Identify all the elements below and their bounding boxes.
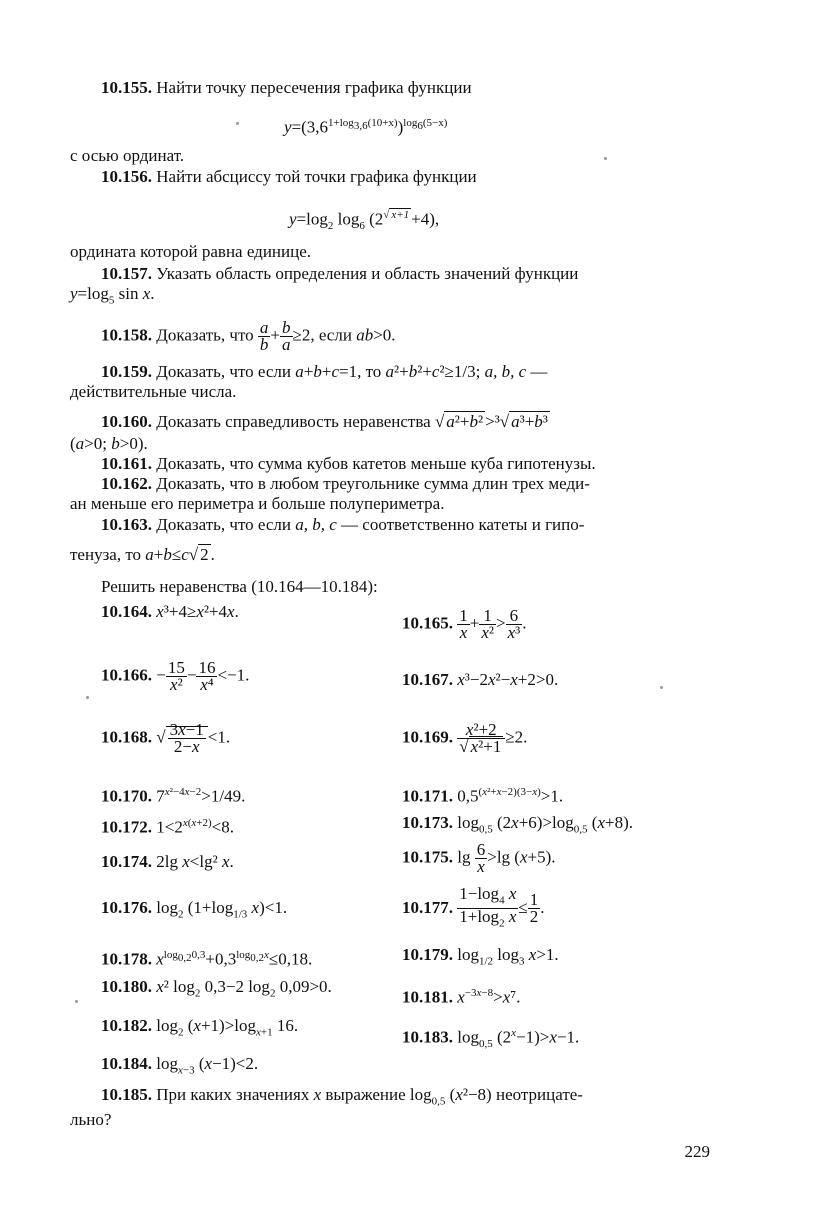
problem-10-156: 10.156. Найти абсциссу той точки графика функции xyxy=(101,167,477,186)
problem-10-166: 10.166. − $\frac{15}{\text{x²}}$ − $\frac{16}{\text{x⁴}}$ <−1. xyxy=(101,658,250,694)
problem-10-165: 10.165. $\frac{1}{x}$ + $\frac{1}{\text{x²}}$ > $\frac{6}{\text{x³}}$ . xyxy=(402,606,527,642)
problem-10-167: 10.167. x³−2x²−x+2>0. xyxy=(402,670,559,689)
problem-10-185: 10.185. При каких значениях x выражение $\log_{0,5} (x^2-8)$ неотрицате- xyxy=(101,1085,583,1108)
problem-10-169: 10.169. $\frac{\text{x²+2}}{\text{√ x²+1}}$ ≥2. xyxy=(402,720,528,756)
problem-10-162: 10.162. Доказать, что в любом треугольнике сумма длин трех меди- xyxy=(101,474,590,493)
problem-10-175: 10.175. lg $\frac{6}{x}$ >lg (x+5). xyxy=(402,840,556,876)
problem-10-160: 10.160. Доказать справедливость неравенства √ a²+b² >³√ a³+b³ xyxy=(101,412,548,431)
problem-10-159-cont: действительные числа. xyxy=(70,382,237,401)
scan-speck xyxy=(604,157,607,160)
problem-10-183: 10.183. $\log_{0,5} (2^x-1)>x-1$. xyxy=(402,1027,580,1051)
problem-10-176: 10.176. $\log_2 (1+\log_{1/3}$ x)<1. xyxy=(101,898,288,921)
problem-10-180: 10.180. x² $\log_2 0,3-2$ $\log_2 0,09>0$. xyxy=(101,977,332,1000)
problem-10-182: 10.182. $\log_2 (x+1)>\log_{x+1}$ 16. xyxy=(101,1016,299,1039)
problem-10-161: 10.161. Доказать, что сумма кубов катетов меньше куба гипотенузы. xyxy=(101,454,596,473)
problem-10-157-cont: $y=\log_5$ sin x. xyxy=(70,284,155,307)
section-heading: Решить неравенства (10.164—10.184): xyxy=(101,577,378,596)
problem-10-184: 10.184. $\log_{x-3} (x-1)<2$. xyxy=(101,1054,259,1077)
problem-10-156-cont: ордината которой равна единице. xyxy=(70,242,312,261)
problem-10-177: 10.177. $\frac{1-\log_4 x}{1+\log_2 x}$ ≤ $\frac{1}{2}$ . xyxy=(402,884,545,930)
problem-10-168: 10.168. √ $\frac{3x-1}{2-x}$ <1. xyxy=(101,720,231,756)
problem-10-179: 10.179. $\log_{1/2} \log_3 x>1$. xyxy=(402,945,559,968)
scan-speck xyxy=(236,122,239,125)
problem-10-181: 10.181. $x^{-3x-8}>x^7$. xyxy=(402,987,521,1007)
problem-10-157: 10.157. Указать область определения и область значений функции xyxy=(101,264,579,283)
formula-10-155: $y=(3,6^{1+log_{3,6}(10+x)})^{log_6(5-x)}$ xyxy=(284,117,448,137)
formula-10-156: $y=\log_2$ $\log_6 (2^{√ x+1} +4)$, xyxy=(289,209,440,233)
problem-10-160-cont: (a>0; b>0). xyxy=(70,434,148,453)
scan-speck xyxy=(75,1000,78,1003)
problem-10-162-cont: ан меньше его периметра и больше полупериметра. xyxy=(70,494,445,513)
scan-speck xyxy=(86,696,89,699)
problem-10-178: 10.178. $x^{log_{0,2}0,3}+0,3^{log_{0,2}x}\le 0,18$. xyxy=(101,949,313,969)
page-number: 229 xyxy=(684,1142,710,1161)
problem-10-164: 10.164. x³+4≥x²+4x. xyxy=(101,602,239,621)
problem-10-155-cont: с осью ординат. xyxy=(70,146,185,165)
problem-10-155: 10.155. Найти точку пересечения графика функции xyxy=(101,78,472,97)
problem-10-171: 10.171. $0,5^{(x^2+x-2)(3-x)}>1$. xyxy=(402,786,564,806)
problem-10-170: 10.170. $7^{x^2-4x-2}>1/49$. xyxy=(101,786,246,806)
problem-10-174: 10.174. 2lg x<lg² x. xyxy=(101,852,234,871)
problem-10-172: 10.172. $1<2^{x(x+2)}<8$. xyxy=(101,817,235,837)
problem-10-185-cont: льно? xyxy=(70,1110,112,1129)
problem-10-163: 10.163. Доказать, что если a, b, c — соответственно катеты и гипо- xyxy=(101,515,585,534)
problem-10-163-cont: тенуза, то a+b≤c√ 2 . xyxy=(70,545,215,564)
scan-speck xyxy=(660,686,663,689)
problem-10-173: 10.173. $\log_{0,5} (2x+6)>\log_{0,5}$ (x+8). xyxy=(402,813,633,836)
problem-10-158: 10.158. Доказать, что $\frac{a}{b}$ + $\frac{b}{a}$ ≥2, если ab>0. xyxy=(101,318,396,354)
problem-10-159: 10.159. Доказать, что если a+b+c=1, то a²+b²+c²≥1/3; a, b, c — xyxy=(101,362,548,381)
